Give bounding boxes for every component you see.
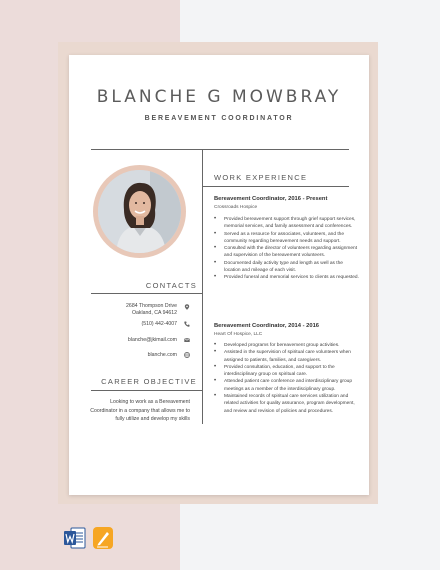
job-bullet: • Provided bereavement support through grief support services, memorial services, and family assessment and conferences. bbox=[211, 216, 359, 231]
globe-icon bbox=[184, 352, 190, 358]
job-bullet: • Consulted with the director of volunteers regarding assignment and supervision of the bereavement volunteers. bbox=[211, 245, 359, 260]
contact-phone: (510) 442-4007 bbox=[141, 321, 177, 327]
job-bullet: • Assisted in the supervision of spiritual care volunteers when assigned to patients, families, and caregivers. bbox=[211, 349, 359, 364]
portrait-image bbox=[98, 170, 181, 253]
objective-line: Looking to work as a Bereavement bbox=[110, 399, 190, 405]
divider-objective bbox=[91, 390, 202, 391]
job-bullet: • Served as a resource for associates, volunteers, and the community regarding bereavement needs and support. bbox=[211, 231, 359, 246]
resume-sheet bbox=[69, 55, 369, 495]
objective-line: Coordinator in a company that allows me to bbox=[90, 407, 190, 414]
job-bullet: • Maintained records of spiritual care services utilization and related activities for quality assurance, program development, and review and revision of policies and procedures. bbox=[211, 393, 359, 415]
mail-icon bbox=[184, 337, 190, 343]
job-bullet: • Documented daily activity type and length as well as the location and mileage of each visit. bbox=[211, 260, 359, 275]
profile-photo bbox=[98, 170, 181, 253]
job-organization: Crossroads Hospice bbox=[214, 205, 258, 210]
resume-role: BEREAVEMENT COORDINATOR bbox=[144, 115, 294, 122]
job-title: Bereavement Coordinator, 2014 - 2016 bbox=[214, 323, 320, 329]
divider-work bbox=[202, 186, 349, 187]
word-icon[interactable] bbox=[64, 526, 86, 550]
divider-vertical bbox=[202, 149, 203, 424]
address-line-1: 2684 Thompson Drive bbox=[126, 303, 177, 309]
contacts-heading: CONTACTS bbox=[145, 281, 197, 290]
job-organization: Heart Of Hospice, LLC bbox=[214, 332, 263, 337]
location-pin-icon bbox=[184, 304, 190, 310]
divider-contacts bbox=[91, 293, 202, 294]
job-title: Bereavement Coordinator, 2016 - Present bbox=[214, 196, 328, 202]
job-bullet: • Attended patient care conference and interdisciplinary group meetings as a member of the interdisciplinary group. bbox=[211, 378, 359, 393]
career-objective-heading: CAREER OBJECTIVE bbox=[101, 377, 197, 386]
contact-address bbox=[126, 303, 177, 317]
job-bullet: • Provided consultation, education, and support to the interdisciplinary group on spiritual care. bbox=[211, 364, 359, 379]
profile-photo-frame bbox=[93, 165, 186, 258]
work-experience-heading: WORK EXPERIENCE bbox=[214, 173, 308, 182]
phone-icon bbox=[184, 321, 190, 327]
contact-website: blanche.com bbox=[147, 352, 177, 358]
resume-name: BLANCHE G MOWBRAY bbox=[96, 87, 342, 107]
divider-top bbox=[91, 149, 349, 150]
address-line-2: Oakland, CA 94612 bbox=[132, 310, 177, 316]
career-objective-text bbox=[87, 398, 190, 424]
job-bullet: • Provided funeral and memorial services to clients as requested. bbox=[211, 274, 359, 281]
job-bullets bbox=[211, 216, 359, 282]
pages-icon[interactable] bbox=[92, 526, 114, 550]
job-bullet: • Developed programs for bereavement group activities. bbox=[211, 342, 359, 349]
job-bullets bbox=[211, 342, 359, 415]
objective-line: fully utilize and develop my skills bbox=[115, 416, 190, 422]
contact-email: blanche@jkimail.com bbox=[127, 337, 177, 343]
